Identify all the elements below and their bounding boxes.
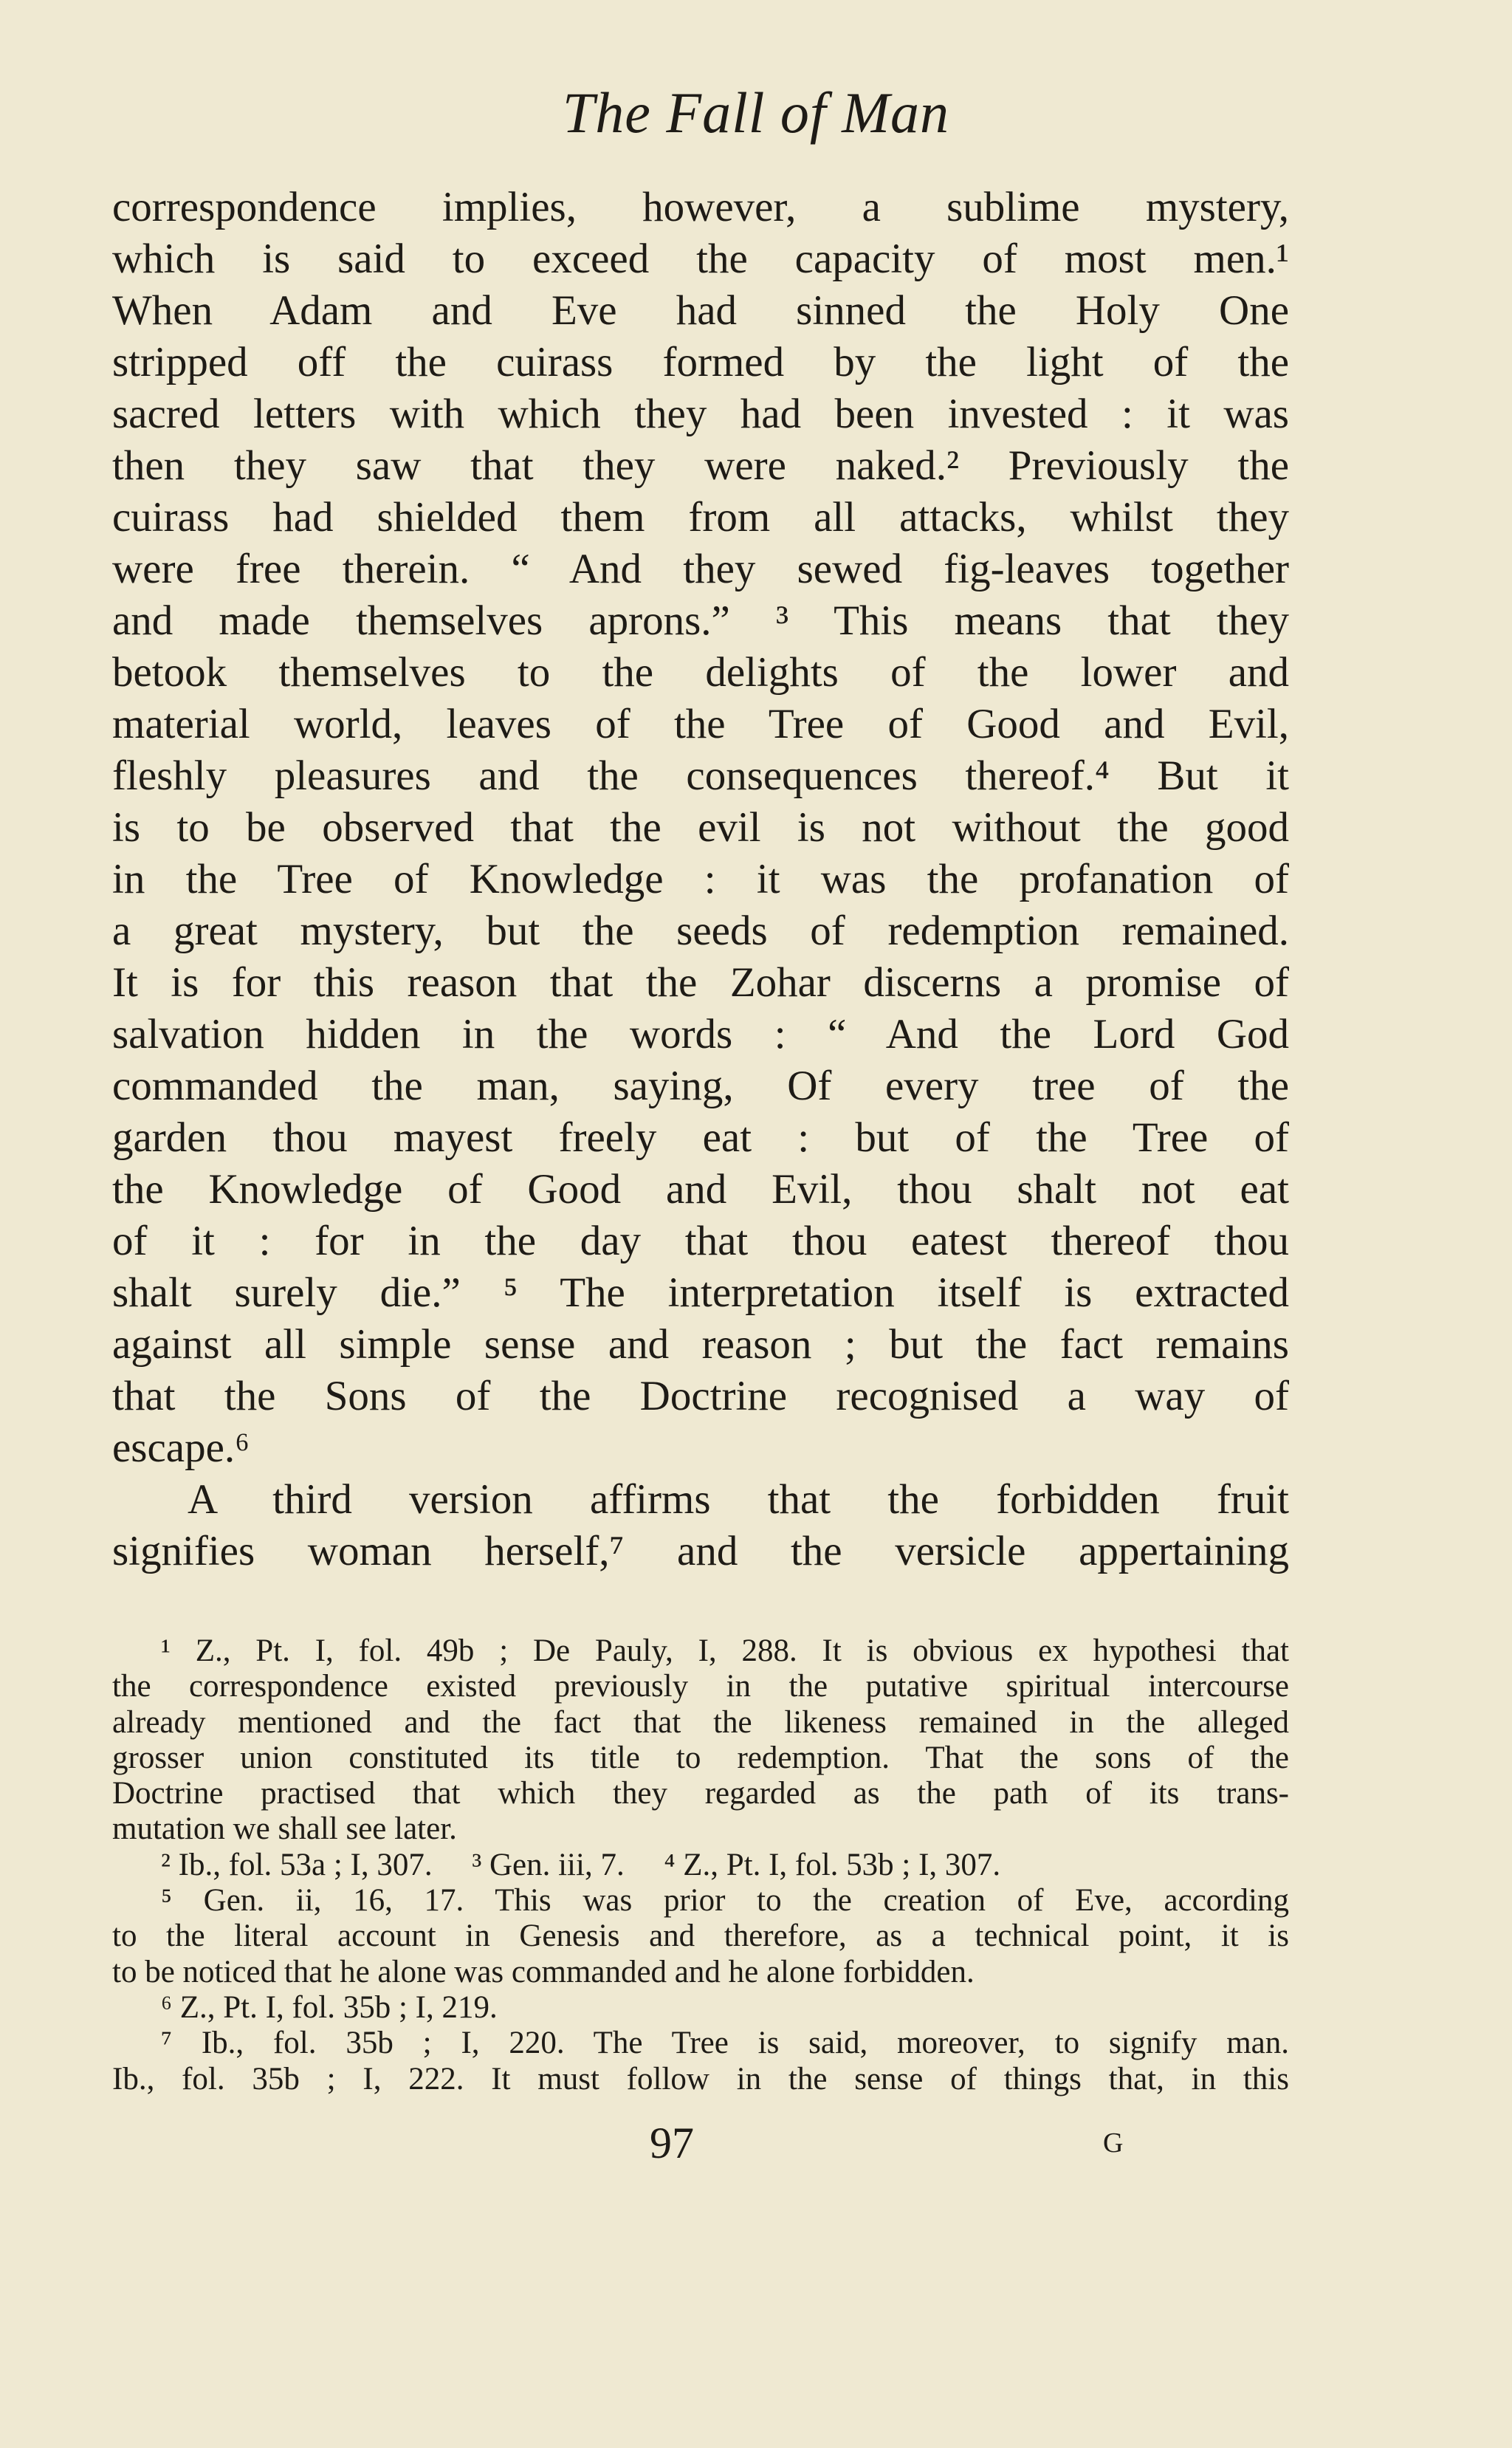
- footnote-line: ⁷ Ib., fol. 35b ; I, 220. The Tree is said, moreover, to signify man.: [161, 2026, 1289, 2061]
- footnote-line: ⁶ Z., Pt. I, fol. 35b ; I, 219.: [161, 1989, 498, 2025]
- footnote-line: the correspondence existed previously in the putative spiritual intercourse: [112, 1669, 1289, 1704]
- text-line: It is for this reason that the Zohar discerns a promise of: [112, 959, 1289, 1006]
- footnote-line: ⁵ Gen. ii, 16, 17. This was prior to the creation of Eve, according: [161, 1883, 1289, 1919]
- footnote-line: ¹ Z., Pt. I, fol. 49b ; De Pauly, I, 288. It is obvious ex hypothesi that: [161, 1633, 1289, 1668]
- text-line: When Adam and Eve had sinned the Holy One: [112, 287, 1289, 334]
- footnote-line: Ib., fol. 35b ; I, 222. It must follow in the sense of things that, in this: [112, 2061, 1289, 2096]
- text-line: sacred letters with which they had been invested : it was: [112, 391, 1289, 437]
- footnote-line: Doctrine practised that which they regarded as the path of its trans-: [112, 1776, 1289, 1811]
- text-line: and made themselves aprons.” ³ This means that they: [112, 597, 1289, 644]
- text-line: that the Sons of the Doctrine recognised a way of: [112, 1373, 1289, 1419]
- footnote-line: to be noticed that he alone was commanded and he alone forbidden.: [112, 1954, 975, 1989]
- footnotes: [112, 1633, 1289, 2097]
- text-line: fleshly pleasures and the consequences thereof.⁴ But it: [112, 752, 1289, 799]
- text-line: correspondence implies, however, a sublime mystery,: [112, 184, 1289, 230]
- text-line: betook themselves to the delights of the lower and: [112, 649, 1289, 696]
- main-text: [112, 182, 1289, 1577]
- text-line: in the Tree of Knowledge : it was the profanation of: [112, 856, 1289, 902]
- page-number: 97: [650, 2119, 694, 2167]
- text-line: stripped off the cuirass formed by the light of the: [112, 339, 1289, 385]
- text-line: salvation hidden in the words : “ And the Lord God: [112, 1011, 1289, 1057]
- text-line: against all simple sense and reason ; but the fact remains: [112, 1321, 1289, 1368]
- text-line: then they saw that they were naked.² Previously the: [112, 442, 1289, 489]
- footnote-line: already mentioned and the fact that the likeness remained in the alleged: [112, 1704, 1289, 1740]
- text-line: were free therein. “ And they sewed fig-leaves together: [112, 546, 1289, 592]
- text-line: commanded the man, saying, Of every tree of the: [112, 1063, 1289, 1109]
- text-line: is to be observed that the evil is not without the good: [112, 804, 1289, 851]
- footnote-line: to the literal account in Genesis and therefore, as a technical point, it is: [112, 1919, 1289, 1954]
- text-line: of it : for in the day that thou eatest thereof thou: [112, 1218, 1289, 1264]
- running-head: The Fall of Man: [562, 80, 950, 145]
- text-line: the Knowledge of Good and Evil, thou shalt not eat: [112, 1166, 1289, 1213]
- signature-mark: G: [1103, 2128, 1124, 2159]
- text-line: signifies woman herself,⁷ and the versicle appertaining: [112, 1528, 1289, 1574]
- text-line: garden thou mayest freely eat : but of the Tree of: [112, 1114, 1289, 1161]
- text-line: cuirass had shielded them from all attacks, whilst they: [112, 494, 1289, 541]
- footnote-line: grosser union constituted its title to redemption. That the sons of the: [112, 1740, 1289, 1775]
- paragraph-first-line: A third version affirms that the forbidden fruit: [188, 1476, 1289, 1523]
- text-line: shalt surely die.” ⁵ The interpretation itself is extracted: [112, 1269, 1289, 1316]
- text-line: which is said to exceed the capacity of most men.¹: [112, 236, 1289, 282]
- text-line: a great mystery, but the seeds of redemption remained.: [112, 908, 1289, 954]
- footnote-line: ² Ib., fol. 53a ; I, 307. ³ Gen. iii, 7. ⁴ Z., Pt. I, fol. 53b ; I, 307.: [161, 1847, 1001, 1882]
- footnote-line: mutation we shall see later.: [112, 1811, 457, 1847]
- text-line: material world, leaves of the Tree of Good and Evil,: [112, 701, 1289, 747]
- text-line: escape.⁶: [112, 1424, 250, 1471]
